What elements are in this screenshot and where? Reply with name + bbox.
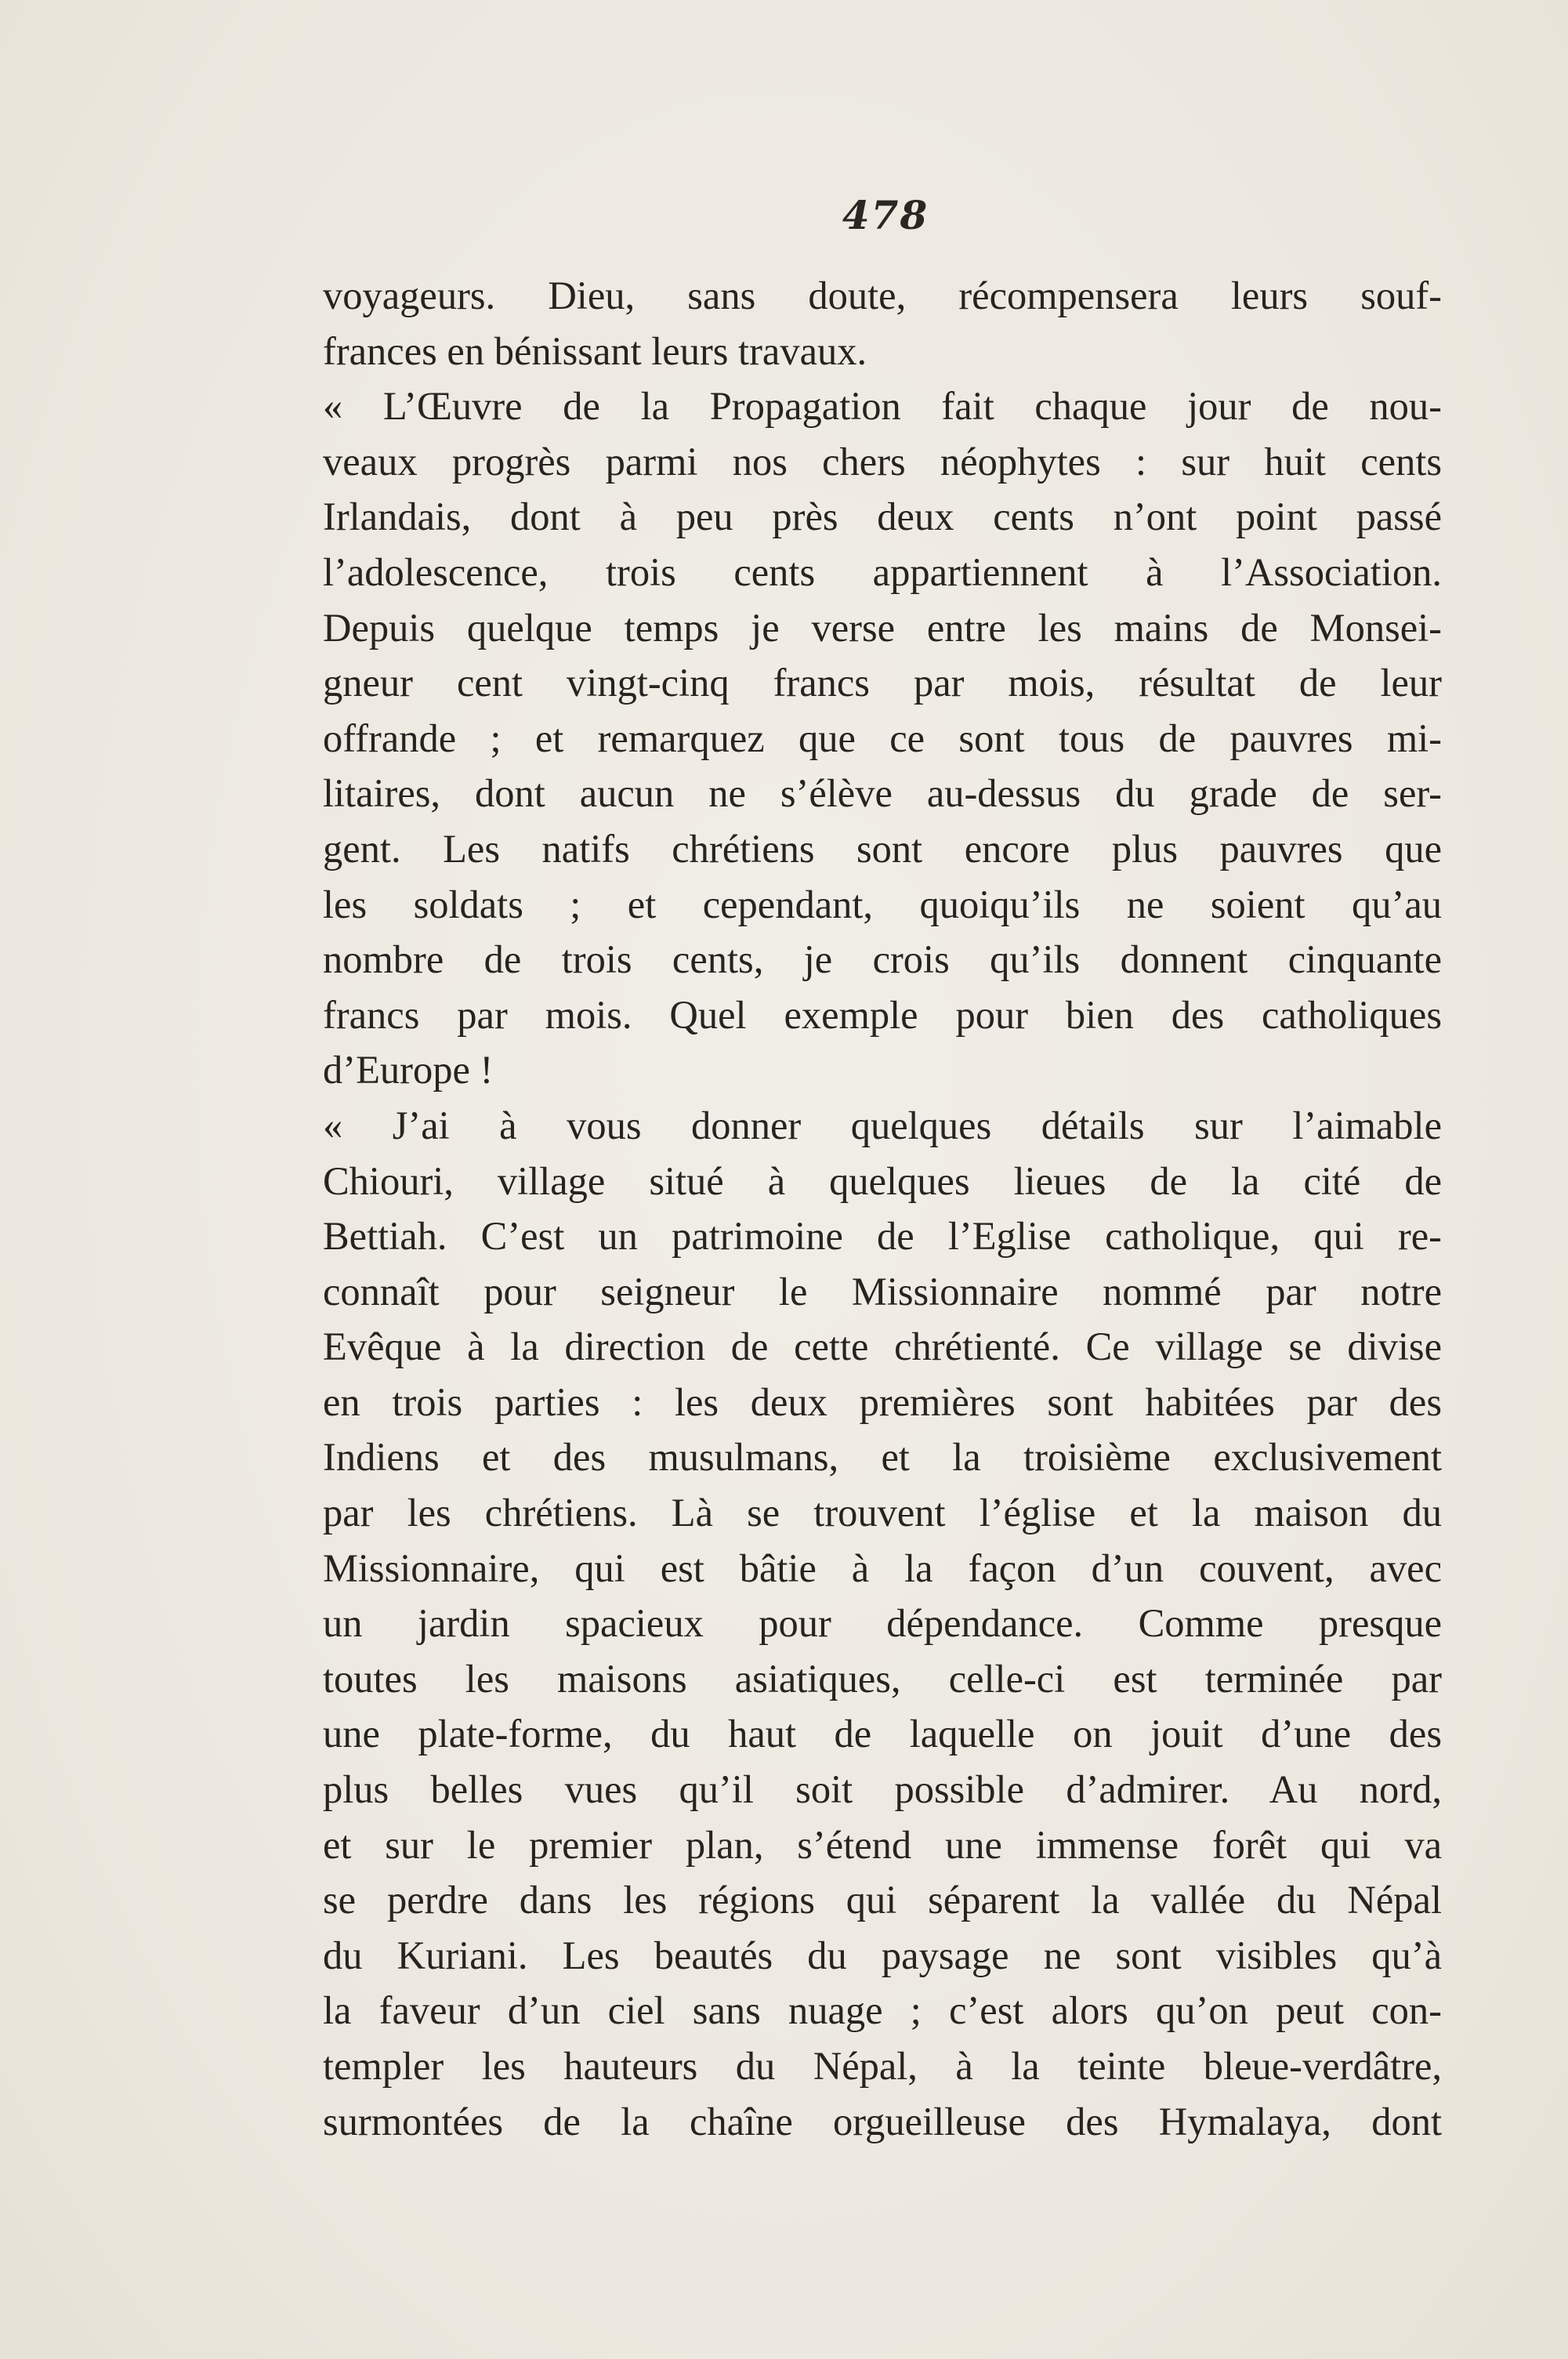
text-line: litaires, dont aucun ne s’élève au-dessus du grade de ser- [323, 771, 1442, 816]
text-line: templer les hauteurs du Népal, à la teinte bleue-verdâtre, [323, 2044, 1442, 2088]
text-line: Bettiah. C’est un patrimoine de l’Eglise catholique, qui re- [323, 1214, 1442, 1259]
text-line: nombre de trois cents, je crois qu’ils donnent cinquante [323, 937, 1442, 982]
text-line: gneur cent vingt-cinq francs par mois, résultat de leur [323, 661, 1442, 705]
text-line: par les chrétiens. Là se trouvent l’église et la maison du [323, 1491, 1442, 1535]
text-line: en trois parties : les deux premières sont habitées par des [323, 1379, 1442, 1424]
text-line: un jardin spacieux pour dépendance. Comme presque [323, 1601, 1442, 1646]
text-line: veaux progrès parmi nos chers néophytes : sur huit cents [323, 439, 1442, 484]
text-line: frances en bénissant leurs travaux. [323, 328, 867, 373]
text-line: une plate-forme, du haut de laquelle on jouit d’une des [323, 1712, 1442, 1756]
page-number: 478 [842, 192, 929, 238]
text-line: Evêque à la direction de cette chrétienté. Ce village se divise [323, 1324, 1442, 1369]
text-line: du Kuriani. Les beautés du paysage ne sont visibles qu’à [323, 1933, 1442, 1977]
text-line: Chiouri, village situé à quelques lieues de la cité de [323, 1158, 1442, 1203]
text-line: et sur le premier plan, s’étend une immense forêt qui va [323, 1822, 1442, 1867]
text-line: « L’Œuvre de la Propagation fait chaque jour de nou- [323, 384, 1442, 429]
text-line: Missionnaire, qui est bâtie à la façon d’un couvent, avec [323, 1545, 1442, 1590]
text-line: Depuis quelque temps je verse entre les mains de Monsei- [323, 605, 1442, 650]
text-line: Irlandais, dont à peu près deux cents n’ont point passé [323, 495, 1442, 539]
text-line: l’adolescence, trois cents appartiennent à l’Association. [323, 549, 1442, 594]
text-line: connaît pour seigneur le Missionnaire nommé par notre [323, 1269, 1442, 1314]
text-line: les soldats ; et cependant, quoiqu’ils ne soient qu’au [323, 882, 1442, 926]
body-text [323, 268, 1442, 2149]
text-line: d’Europe ! [323, 1048, 494, 1093]
text-line: voyageurs. Dieu, sans doute, récompensera leurs souf- [323, 274, 1442, 317]
text-line: gent. Les natifs chrétiens sont encore plus pauvres que [323, 826, 1442, 871]
text-line: surmontées de la chaîne orgueilleuse des Hymalaya, dont [323, 2099, 1442, 2143]
text-line: plus belles vues qu’il soit possible d’admirer. Au nord, [323, 1767, 1442, 1812]
text-line: « J’ai à vous donner quelques détails sur l’aimable [323, 1103, 1442, 1147]
text-line: la faveur d’un ciel sans nuage ; c’est alors qu’on peut con- [323, 1988, 1442, 2033]
text-line: offrande ; et remarquez que ce sont tous de pauvres mi- [323, 716, 1442, 760]
text-line: francs par mois. Quel exemple pour bien des catholiques [323, 992, 1442, 1037]
text-line: Indiens et des musulmans, et la troisième exclusivement [323, 1435, 1442, 1480]
text-line: se perdre dans les régions qui séparent la vallée du Népal [323, 1878, 1442, 1922]
text-line: toutes les maisons asiatiques, celle-ci est terminée par [323, 1656, 1442, 1701]
